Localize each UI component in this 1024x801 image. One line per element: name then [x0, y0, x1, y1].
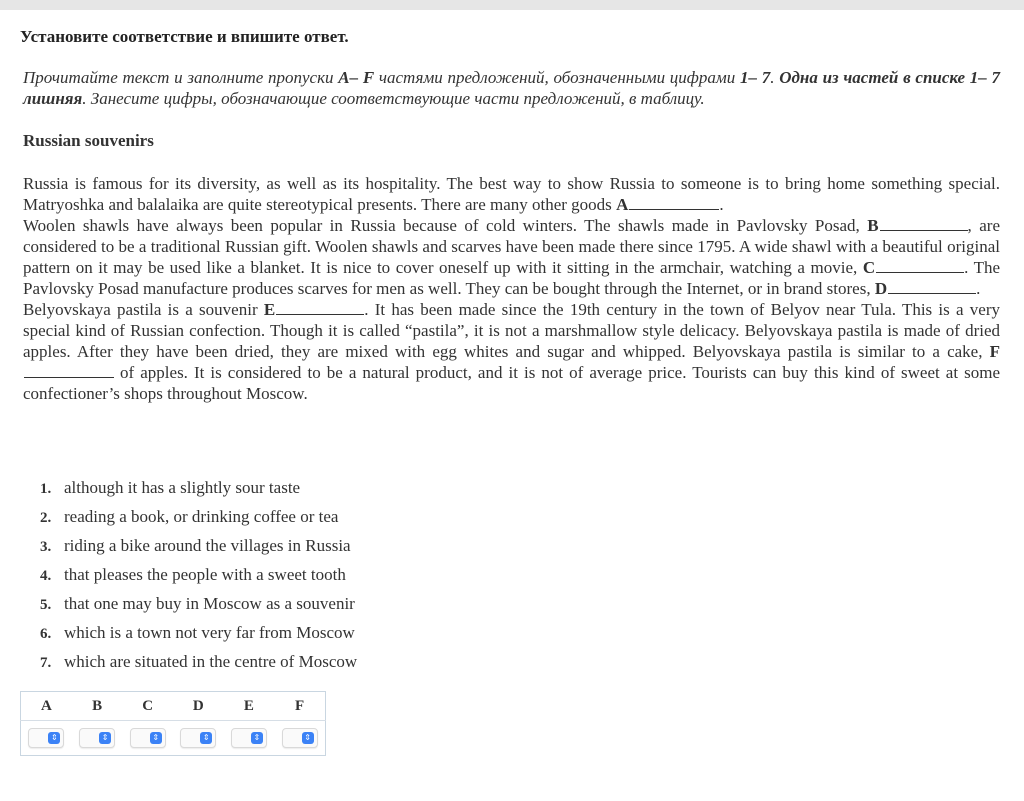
options-list	[40, 477, 357, 680]
paragraph-2: Woolen shawls have always been popular in Russia because of cold winters. The shawls made in Pavlovsky Posad, B , are considered to be a traditional Russian gift. Woolen shawls and scarves have been made there since 1795. A wide shawl with a beautiful original pattern on it may be used like a blanket. It is nice to cover oneself up with it sitting in the armchair, watching a movie, C . The Pavlovsky Posad manufacture produces scarves for men as well. They can be bought through the Internet, or in brand stores, D .	[23, 216, 1001, 298]
paragraph-1: Russia is famous for its diversity, as well as its hospitality. The best way to show Russia to someone is to bring home something special. Matryoshka and balalaika are quite stereotypical presents. There are many other goods A .	[23, 174, 1000, 214]
gap-label-a: A	[616, 195, 629, 214]
gap-line-b	[880, 230, 968, 231]
option-item: 2. reading a book, or drinking coffee or tea	[40, 507, 339, 526]
up-down-chevron-icon: ⇕	[302, 732, 314, 744]
gap-line-d	[888, 293, 976, 294]
answer-select-b[interactable]	[79, 728, 115, 748]
answer-table-select-row	[21, 721, 326, 756]
answer-header-e: E	[224, 692, 275, 721]
option-item: 7. which are situated in the centre of Moscow	[40, 652, 358, 671]
up-down-chevron-icon: ⇕	[251, 732, 263, 744]
gap-label-f: F	[989, 342, 1000, 361]
option-item: 1. although it has a slightly sour taste	[40, 478, 301, 497]
instruction-range-af: A– F	[338, 68, 375, 87]
answer-header-d: D	[173, 692, 224, 721]
up-down-chevron-icon: ⇕	[48, 732, 60, 744]
gap-line-a	[629, 209, 719, 210]
answer-select-e[interactable]	[231, 728, 267, 748]
paragraph-3: Belyovskaya pastila is a souvenir E . It has been made since the 19th century in the town of Belyov near Tula. This is a very special kind of Russian confection. Though it is called “pastila”, it is not a marshmallow style delicacy. Belyovskaya pastila is made of dried apples. After they have been dried, they are mixed with egg whites and sugar and whipped. Belyovskaya pastila is similar to a cake, F of apples. It is considered to be a natural product, and it is not of average price. Tourists can buy this kind of sweet at some confectioner’s shops throughout Moscow.	[23, 300, 1000, 403]
gap-label-b: B	[867, 216, 879, 235]
option-item: 5. that one may buy in Moscow as a souvenir	[40, 594, 355, 613]
text-body	[23, 173, 1000, 404]
task-title: Установите соответствие и впишите ответ.	[20, 27, 349, 46]
up-down-chevron-icon: ⇕	[150, 732, 162, 744]
gap-label-c: C	[862, 258, 876, 277]
gap-line-c	[876, 272, 964, 273]
instruction-text	[23, 67, 1000, 109]
answer-select-a[interactable]	[28, 728, 64, 748]
up-down-chevron-icon: ⇕	[200, 732, 212, 744]
instruction-part: частями предложений, обозначенными цифрами	[374, 68, 740, 87]
answer-header-c: C	[122, 692, 173, 721]
instruction-part: . Занесите цифры, обозначающие соответствующие части предложений, в таблицу.	[82, 89, 705, 108]
answer-select-d[interactable]	[180, 728, 216, 748]
answer-table	[20, 691, 326, 756]
top-bar	[0, 0, 1024, 10]
answer-header-f: F	[274, 692, 325, 721]
gap-label-e: E	[263, 300, 276, 319]
answer-select-c[interactable]	[130, 728, 166, 748]
instruction-range-17: 1– 7	[739, 68, 771, 87]
option-item: 6. which is a town not very far from Moscow	[40, 623, 355, 642]
answer-select-f[interactable]	[282, 728, 318, 748]
gap-line-f	[24, 377, 114, 378]
instruction-bold-part: Одна из частей в списке 1– 7 лишняя	[23, 68, 1001, 108]
text-title: Russian souvenirs	[23, 131, 154, 150]
option-item: 3. riding a bike around the villages in Russia	[40, 536, 351, 555]
instruction-part: Прочитайте текст и заполните пропуски	[23, 68, 339, 87]
instruction-part: .	[770, 68, 780, 87]
answer-table-header-row	[21, 692, 326, 721]
gap-line-e	[276, 314, 364, 315]
option-item: 4. that pleases the people with a sweet tooth	[40, 565, 346, 584]
answer-header-a: A	[21, 692, 72, 721]
up-down-chevron-icon: ⇕	[99, 732, 111, 744]
answer-header-b: B	[72, 692, 123, 721]
gap-label-d: D	[874, 279, 888, 298]
